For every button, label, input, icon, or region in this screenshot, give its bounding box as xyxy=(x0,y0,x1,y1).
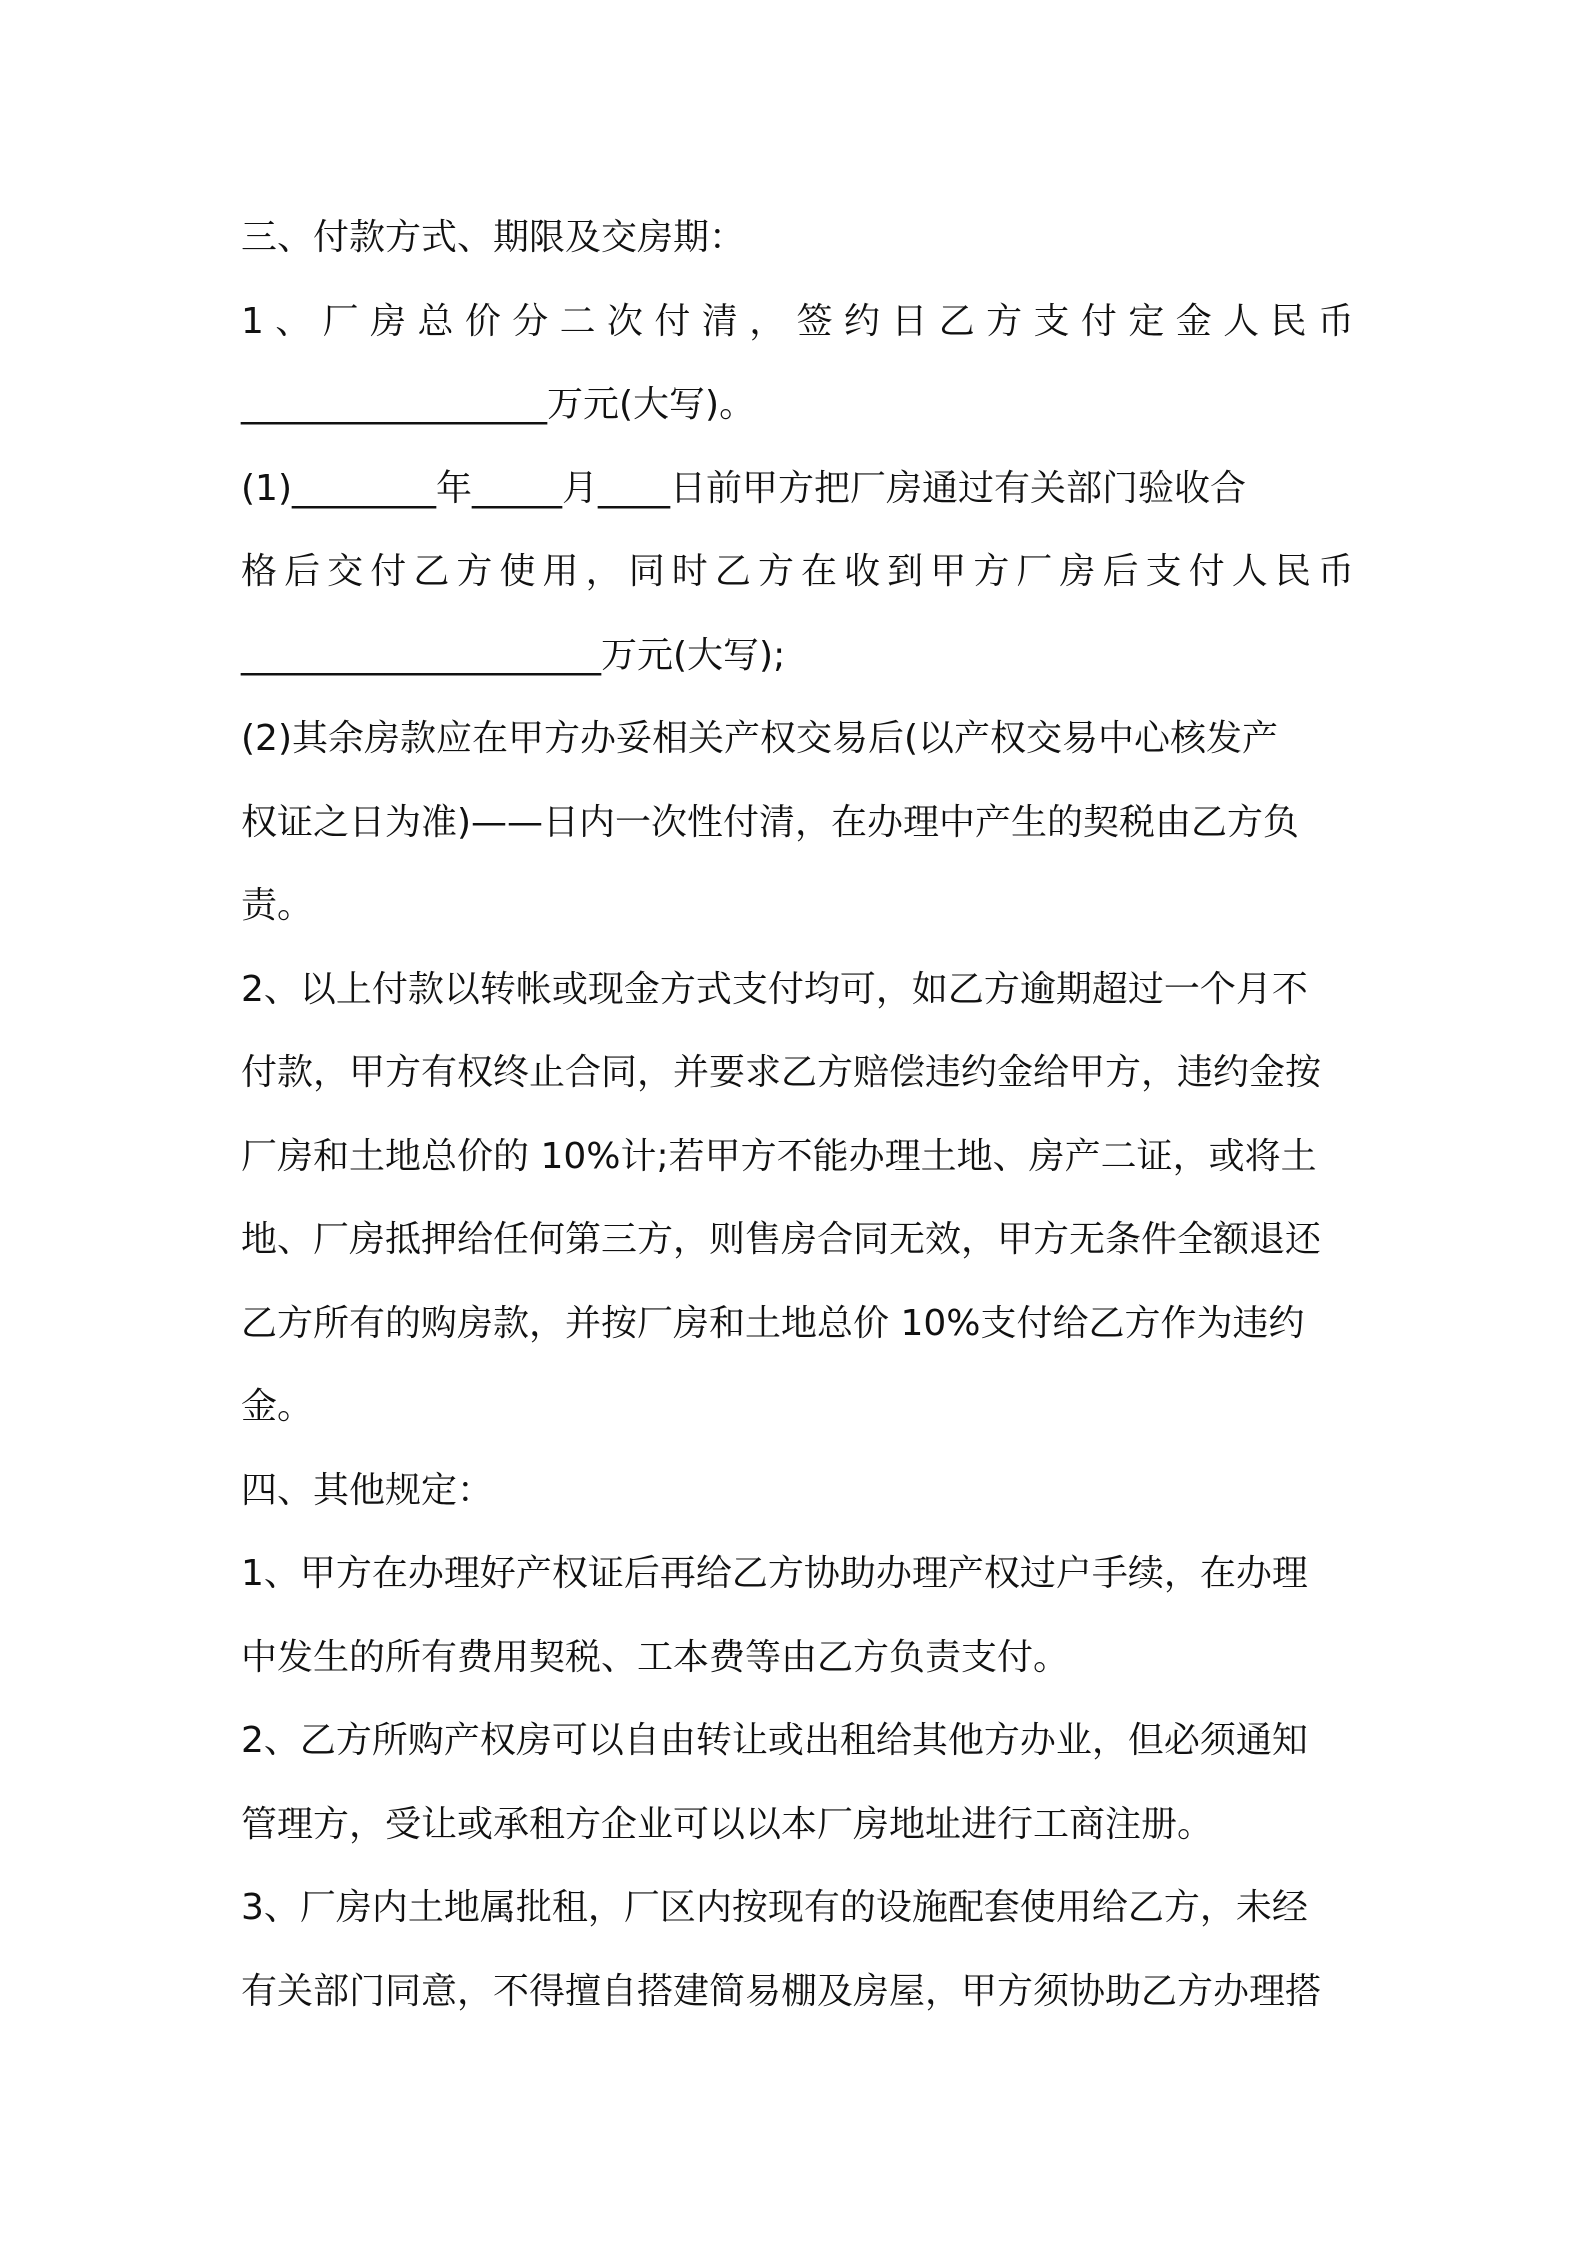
justified-char: 定 xyxy=(1128,300,1165,342)
justified-char: 二 xyxy=(559,300,596,342)
justified-char: 币 xyxy=(1317,300,1354,342)
paragraph-line: 1、甲方在办理好产权证后再给乙方协助办理产权过户手续，在办理 xyxy=(241,1553,1308,1594)
justified-char: ， xyxy=(749,300,786,342)
justified-char: ， xyxy=(585,551,622,592)
justified-char: 约 xyxy=(843,300,880,342)
justified-char: 使 xyxy=(499,551,536,592)
justified-char: 民 xyxy=(1274,551,1311,592)
justified-char: 、 xyxy=(275,300,312,342)
paragraph-line: 付款，甲方有权终止合同，并要求乙方赔偿违约金给甲方，违约金按 xyxy=(241,1052,1322,1093)
paragraph-line: 厂房和土地总价的 10%计;若甲方不能办理土地、房产二证，或将土 xyxy=(241,1135,1317,1177)
justified-char: 厂 xyxy=(1016,551,1053,592)
justified-char: 乙 xyxy=(938,300,975,342)
justified-char: 后 xyxy=(284,551,321,592)
paragraph-line: 权证之日为准)——日内一次性付清，在办理中产生的契税由乙方负 xyxy=(241,801,1300,843)
paragraph-line: _________________万元(大写)。 xyxy=(241,384,756,425)
justified-char: 乙 xyxy=(413,551,450,592)
justified-char: 币 xyxy=(1317,551,1354,592)
section-heading-other-rules: 四、其他规定： xyxy=(241,1469,494,1511)
justified-char: 收 xyxy=(844,551,881,592)
justified-char: 方 xyxy=(973,551,1010,592)
paragraph-line: 3、厂房内土地属批租，厂区内按现有的设施配套使用给乙方，未经 xyxy=(241,1887,1308,1928)
justified-char: 人 xyxy=(1223,300,1260,342)
justified-char: 格 xyxy=(241,551,278,592)
justified-char: 方 xyxy=(456,551,493,592)
justified-char: 时 xyxy=(671,551,708,592)
justified-char: 价 xyxy=(464,300,501,342)
justified-char: 后 xyxy=(1102,551,1139,592)
justified-char: 付 xyxy=(1188,551,1225,592)
justified-char: 分 xyxy=(512,300,549,342)
justified-char: 支 xyxy=(1145,551,1182,592)
justified-char: 在 xyxy=(801,551,838,592)
justified-char: 民 xyxy=(1270,300,1307,342)
justified-char: 房 xyxy=(1059,551,1096,592)
justified-char: 日 xyxy=(891,300,928,342)
justified-char: 到 xyxy=(887,551,924,592)
justified-char: 签 xyxy=(796,300,833,342)
justified-char: 总 xyxy=(417,300,454,342)
justified-char: 人 xyxy=(1231,551,1268,592)
document-body xyxy=(241,196,1354,2033)
justified-char: 房 xyxy=(370,300,407,342)
justified-char: 支 xyxy=(1033,300,1070,342)
paragraph-line xyxy=(241,280,1354,364)
justified-char: 付 xyxy=(370,551,407,592)
justified-char: 用 xyxy=(542,551,579,592)
paragraph-line: 地、厂房抵押给任何第三方，则售房合同无效，甲方无条件全额退还 xyxy=(241,1219,1322,1260)
justified-char: 清 xyxy=(701,300,738,342)
justified-char: 甲 xyxy=(930,551,967,592)
justified-char: 金 xyxy=(1175,300,1212,342)
justified-char: 方 xyxy=(757,551,794,592)
paragraph-line: (2)其余房款应在甲方办妥相关产权交易后(以产权交易中心核发产 xyxy=(241,718,1279,759)
justified-char: 同 xyxy=(628,551,665,592)
paragraph-line xyxy=(241,530,1354,614)
paragraph-line: 管理方，受让或承租方企业可以以本厂房地址进行工商注册。 xyxy=(241,1803,1214,1845)
paragraph-line: (1)________年_____月____日前甲方把厂房通过有关部门验收合 xyxy=(241,467,1246,509)
paragraph-line: 2、乙方所购产权房可以自由转让或出租给其他方办业，但必须通知 xyxy=(241,1720,1308,1761)
justified-char: 方 xyxy=(986,300,1023,342)
paragraph-line: 责。 xyxy=(241,885,314,926)
justified-char: 乙 xyxy=(714,551,751,592)
paragraph-line: 有关部门同意，不得擅自搭建简易棚及房屋，甲方须协助乙方办理搭 xyxy=(241,1970,1322,2012)
paragraph-line: 乙方所有的购房款，并按厂房和土地总价 10%支付给乙方作为违约 xyxy=(241,1302,1305,1344)
paragraph-line: 2、以上付款以转帐或现金方式支付均可，如乙方逾期超过一个月不 xyxy=(241,968,1308,1010)
justified-char: 1 xyxy=(241,300,264,342)
justified-char: 交 xyxy=(327,551,364,592)
paragraph-line: 中发生的所有费用契税、工本费等由乙方负责支付。 xyxy=(241,1636,1070,1678)
justified-char: 厂 xyxy=(322,300,359,342)
justified-char: 次 xyxy=(607,300,644,342)
paragraph-line: 金。 xyxy=(241,1386,314,1427)
justified-char: 付 xyxy=(1080,300,1117,342)
paragraph-line: ____________________万元(大写); xyxy=(241,634,786,676)
justified-char: 付 xyxy=(654,300,691,342)
section-heading-payment: 三、付款方式、期限及交房期： xyxy=(241,217,746,258)
